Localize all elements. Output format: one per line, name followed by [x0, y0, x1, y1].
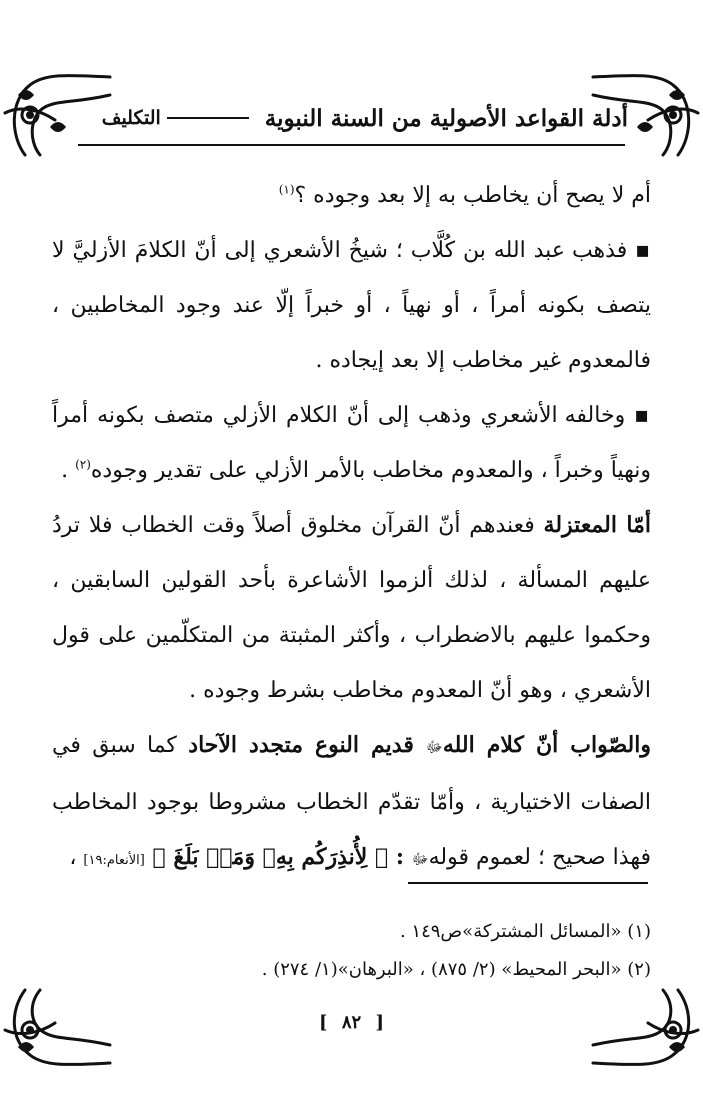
- footnote-1: (١) «المسائل المشتركة»ص١٤٩ .: [399, 921, 651, 942]
- footnote-ref-1: (١): [278, 182, 295, 197]
- honorific-glyph: ﷻ: [425, 738, 443, 756]
- header-dash: [167, 117, 249, 119]
- paragraph-4-text: فعندهم أنّ القرآن مخلوق أصلاً وقت الخطاب فلا تردُ عليهم المسألة ، لذلك ألزموا الأشاعرة بأحد القولين السابقين ، وحكموا عليهم بالاضطراب ، وأكثر المثبتة من المتكلّمين على قول الأشعري ، وهو أنّ المعدوم مخاطب بشرط وجوده .: [52, 513, 651, 703]
- chapter-title: التكليف: [101, 107, 161, 129]
- footnotes: [52, 913, 651, 989]
- corner-ornament-bottom-right: [588, 985, 703, 1085]
- paragraph-1: [52, 168, 651, 223]
- verse-reference: [الأنعام:١٩]: [83, 853, 145, 868]
- paragraph-5-text: كما سبق في الصفات الاختيارية ، وأمّا تقدّم الخطاب مشروطا بوجود المخاطب فهذا صحيح ؛ لعموم قوله: [52, 733, 651, 870]
- paragraph-4: [52, 498, 651, 718]
- paragraph-2: [52, 223, 651, 388]
- paragraph-3-end: .: [61, 458, 76, 483]
- header-rule: [78, 144, 625, 146]
- honorific-glyph-2: ﷻ: [411, 850, 429, 868]
- paragraph-5: [52, 718, 651, 888]
- paragraph-4-lead: أمّا المعتزلة: [543, 512, 651, 538]
- paragraph-5-lead-a: والصّواب أنّ كلام الله: [442, 732, 652, 758]
- paragraph-2-text: فذهب عبد الله بن كُلَّاب ؛ شيخُ الأشعري إلى أنّ الكلامَ الأزليَّ لا يتصف بكونه أمراً ، أو نهياً ، أو خبراً إلّا عند وجود المخاطبين ، فالمعدوم غير مخاطب إلا بعد إيجاده .: [52, 238, 651, 373]
- footnote-ref-2: (٢): [75, 457, 91, 472]
- paragraph-5-lead-b: قديم النوع متجدد الآحاد: [188, 732, 426, 758]
- page-number-value: ٨٢: [341, 1012, 362, 1033]
- page-number-open-bracket: [: [319, 1012, 328, 1033]
- paragraph-1-text: أم لا يصح أن يخاطب به إلا بعد وجوده ؟: [294, 183, 651, 208]
- footnote-2: (٢) «البحر المحيط» (٢/ ٨٧٥) ، «البرهان»(١/ ٢٧٤) .: [261, 959, 651, 980]
- page-number: [0, 1012, 703, 1033]
- paragraph-3: [52, 388, 651, 498]
- paragraph-5-end: ،: [69, 845, 84, 870]
- paragraph-3-text: وخالفه الأشعري وذهب إلى أنّ الكلام الأزلي متصف بكونه أمراً ونهياً وخبراً ، والمعدوم مخاطب بالأمر الأزلي على تقدير وجوده: [52, 403, 651, 483]
- corner-ornament-bottom-left: [0, 985, 115, 1085]
- book-title: أدلة القواعد الأصولية من السنة النبوية: [264, 104, 628, 132]
- page-number-close-bracket: ]: [375, 1012, 384, 1033]
- main-text: [52, 168, 651, 888]
- running-header: [75, 92, 628, 144]
- footnote-rule: [408, 882, 648, 884]
- quran-verse: : ﴿ لِأُنذِرَكُم بِهِۦ وَمَنۢ بَلَغَ ﴾: [144, 844, 412, 870]
